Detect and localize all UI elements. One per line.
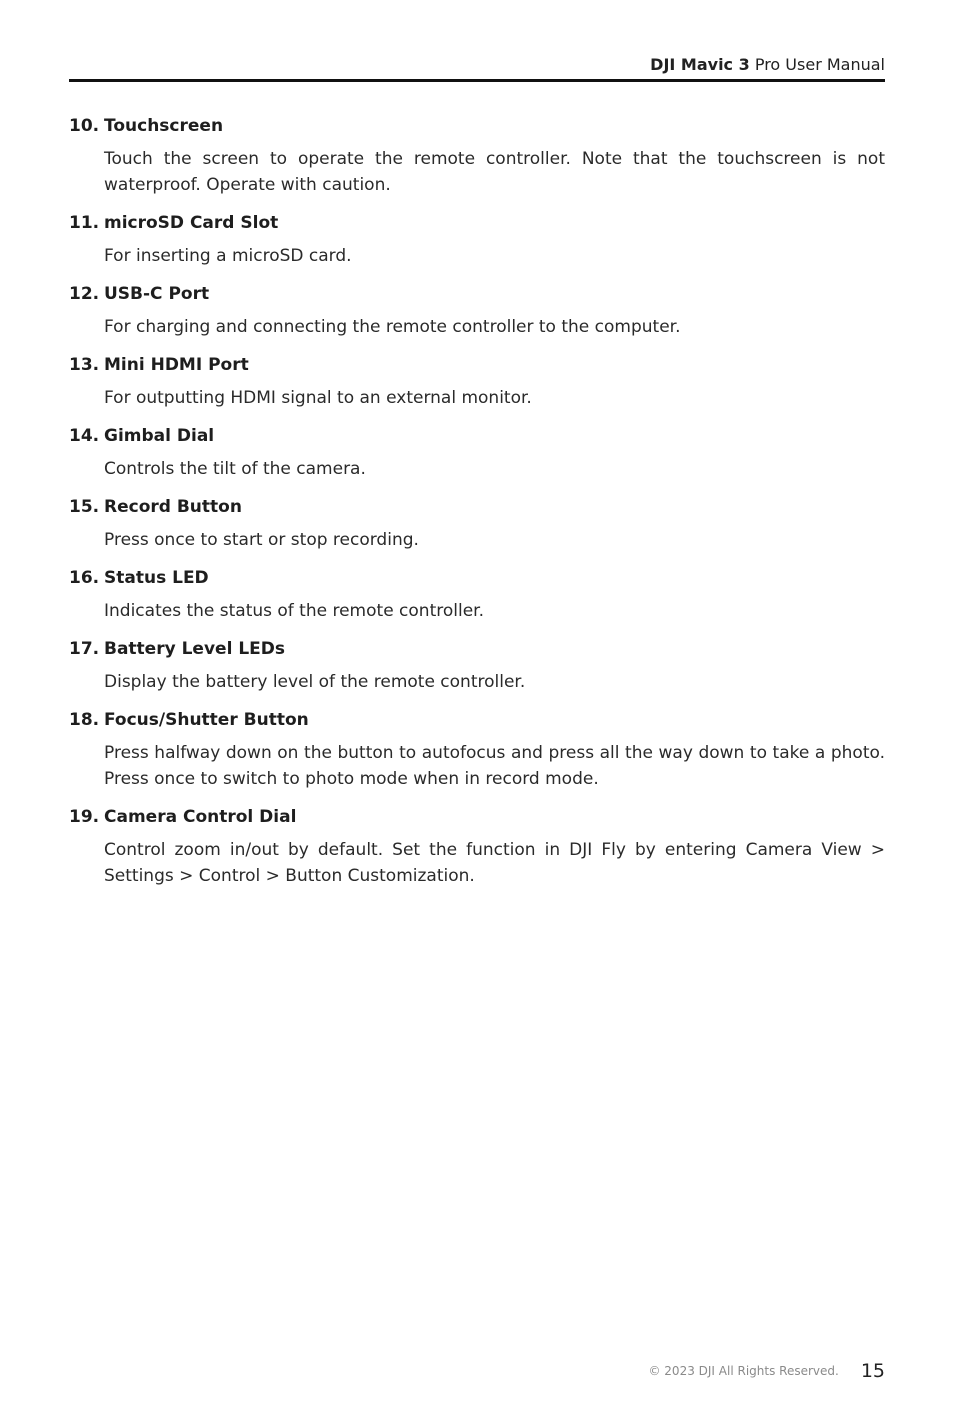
list-item (69, 211, 885, 269)
item-number: 15. (69, 497, 100, 517)
list-item (69, 114, 885, 198)
item-description: Press once to start or stop recording. (104, 530, 419, 550)
item-title: Gimbal Dial (104, 426, 215, 446)
item-title: Camera Control Dial (104, 807, 297, 827)
list-item (69, 282, 885, 340)
item-title: Battery Level LEDs (104, 639, 285, 659)
item-description: Indicates the status of the remote controller. (104, 601, 484, 621)
item-heading (69, 353, 885, 377)
item-title: Focus/Shutter Button (104, 710, 309, 730)
item-number: 12. (69, 284, 100, 304)
item-heading (69, 282, 885, 306)
item-number: 17. (69, 639, 100, 659)
item-number: 18. (69, 710, 100, 730)
copyright-notice: © 2023 DJI All Rights Reserved. (648, 1364, 839, 1378)
item-number: 14. (69, 426, 100, 446)
list-item (69, 805, 885, 889)
list-item (69, 495, 885, 553)
header-manual-title: Pro User Manual (754, 55, 885, 74)
item-description: Display the battery level of the remote controller. (104, 672, 526, 692)
list-item (69, 708, 885, 792)
item-title: Status LED (104, 568, 209, 588)
list-item (69, 424, 885, 482)
item-number: 16. (69, 568, 100, 588)
list-item (69, 566, 885, 624)
item-heading (69, 424, 885, 448)
item-heading (69, 211, 885, 235)
item-number: 13. (69, 355, 100, 375)
page-footer (648, 1357, 885, 1385)
item-description: Touch the screen to operate the remote controller. Note that the touchscreen is not waterproof. Operate with caution. (104, 149, 885, 195)
item-number: 19. (69, 807, 100, 827)
list-item (69, 637, 885, 695)
item-description: Press halfway down on the button to autofocus and press all the way down to take a photo. Press once to switch to photo mode when in record mode. (104, 743, 885, 789)
item-title: USB-C Port (104, 284, 210, 304)
header-product-name: DJI Mavic 3 (650, 55, 750, 74)
header-divider (69, 79, 885, 82)
item-description: For outputting HDMI signal to an external monitor. (104, 388, 532, 408)
item-heading (69, 566, 885, 590)
item-description: Control zoom in/out by default. Set the function in DJI Fly by entering Camera View > Settings > Control > Button Customization. (104, 840, 885, 886)
item-heading (69, 805, 885, 829)
item-heading (69, 114, 885, 138)
item-number: 10. (69, 116, 100, 136)
component-list (69, 114, 885, 902)
item-heading (69, 708, 885, 732)
item-description: Controls the tilt of the camera. (104, 459, 366, 479)
list-item (69, 353, 885, 411)
item-heading (69, 637, 885, 661)
item-description: For charging and connecting the remote controller to the computer. (104, 317, 681, 337)
item-title: Record Button (104, 497, 242, 517)
page-header (69, 54, 885, 78)
item-heading (69, 495, 885, 519)
item-number: 11. (69, 213, 100, 233)
item-title: microSD Card Slot (104, 213, 279, 233)
item-description: For inserting a microSD card. (104, 246, 352, 266)
page-number: 15 (860, 1360, 885, 1382)
item-title: Touchscreen (104, 116, 224, 136)
item-title: Mini HDMI Port (104, 355, 249, 375)
